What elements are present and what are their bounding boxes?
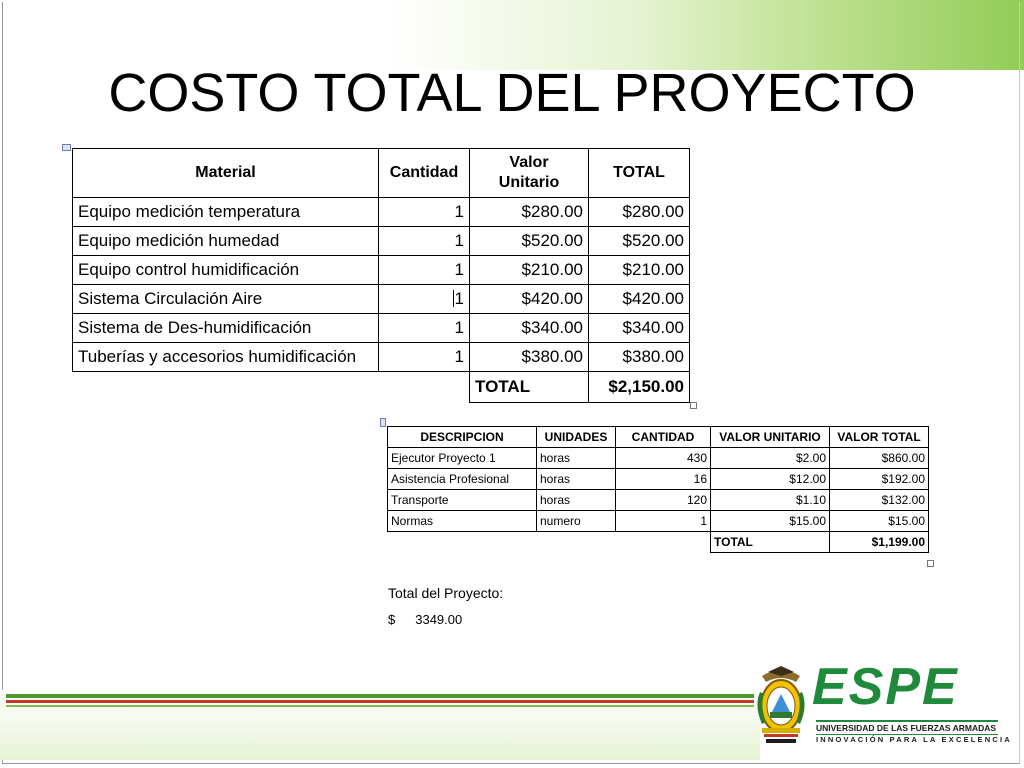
valor-unitario-cell[interactable]: $15.00 [711,511,830,532]
cantidad-value: 1 [454,289,464,308]
table-row [388,448,929,469]
total-value-cell[interactable]: $1,199.00 [830,532,929,553]
valor-total-cell[interactable]: $192.00 [830,469,929,490]
valor-unitario-cell[interactable]: $280.00 [470,198,589,227]
services-total-row [388,532,929,553]
table-row [73,343,690,372]
total-cell[interactable]: $340.00 [589,314,690,343]
unidades-cell[interactable]: horas [537,469,616,490]
valor-unitario-cell[interactable]: $380.00 [470,343,589,372]
total-label-cell[interactable]: TOTAL [711,532,830,553]
table-row [388,511,929,532]
table-resize-handle[interactable] [927,560,934,567]
unidades-cell[interactable]: horas [537,490,616,511]
material-cell[interactable]: Equipo medición temperatura [73,198,379,227]
university-seal-icon [752,662,810,746]
blank-cell [537,532,616,553]
total-cell[interactable]: $420.00 [589,285,690,314]
table-anchor-icon[interactable] [380,418,386,427]
footer-green-line-thin [6,705,754,707]
materials-total-row [73,372,690,403]
descripcion-cell[interactable]: Ejecutor Proyecto 1 [388,448,537,469]
cantidad-cell[interactable]: 1 [379,343,470,372]
total-cell[interactable]: $280.00 [589,198,690,227]
valor-total-cell[interactable]: $15.00 [830,511,929,532]
table-resize-handle[interactable] [690,402,697,409]
total-cell[interactable]: $210.00 [589,256,690,285]
materials-table [72,148,690,403]
unidades-cell[interactable]: numero [537,511,616,532]
footer-red-line [6,700,754,703]
material-cell[interactable]: Sistema de Des-humidificación [73,314,379,343]
services-table [387,426,929,553]
total-cell[interactable]: $380.00 [589,343,690,372]
university-name: UNIVERSIDAD DE LAS FUERZAS ARMADAS [816,720,998,735]
university-tagline: INNOVACIÓN PARA LA EXCELENCIA [816,735,1012,744]
cantidad-cell[interactable]: 120 [616,490,711,511]
project-total-label: Total del Proyecto: [388,585,504,601]
table-row [388,490,929,511]
header-total: TOTAL [589,149,690,198]
project-total-amount: 3349.00 [415,612,463,627]
table-row [73,227,690,256]
header-valor-unitario [470,149,589,198]
materials-header-row [73,149,690,198]
valor-unitario-cell[interactable]: $520.00 [470,227,589,256]
cantidad-cell[interactable]: 1 [379,198,470,227]
valor-unitario-cell[interactable]: $2.00 [711,448,830,469]
header-valor-line1: Valor [509,154,549,171]
slide-title: COSTO TOTAL DEL PROYECTO [108,63,916,123]
cantidad-cell[interactable]: 1 [379,227,470,256]
blank-cell [73,372,379,403]
header-valor-unitario: VALOR UNITARIO [711,427,830,448]
table-anchor-icon[interactable] [62,144,71,151]
descripcion-cell[interactable]: Transporte [388,490,537,511]
cantidad-cell[interactable]: 1 [379,314,470,343]
cantidad-cell[interactable]: 1 [379,256,470,285]
material-cell[interactable]: Equipo control humidificación [73,256,379,285]
table-row [388,469,929,490]
text-cursor [453,290,454,307]
table-row [73,256,690,285]
valor-total-cell[interactable]: $860.00 [830,448,929,469]
valor-unitario-cell[interactable]: $1.10 [711,490,830,511]
valor-unitario-cell[interactable]: $340.00 [470,314,589,343]
unidades-cell[interactable]: horas [537,448,616,469]
project-total-value [388,612,462,627]
cantidad-cell[interactable]: 430 [616,448,711,469]
valor-total-cell[interactable]: $132.00 [830,490,929,511]
header-valor-total: VALOR TOTAL [830,427,929,448]
material-cell[interactable]: Tuberías y accesorios humidificación [73,343,379,372]
footer-green-line [6,694,754,698]
material-cell[interactable]: Sistema Circulación Aire [73,285,379,314]
material-cell[interactable]: Equipo medición humedad [73,227,379,256]
table-row [73,198,690,227]
total-cell[interactable]: $520.00 [589,227,690,256]
header-cantidad: CANTIDAD [616,427,711,448]
valor-unitario-cell[interactable]: $12.00 [711,469,830,490]
cantidad-cell-editing[interactable] [379,285,470,314]
table-row [73,314,690,343]
cantidad-cell[interactable]: 1 [616,511,711,532]
header-unidades: UNIDADES [537,427,616,448]
espe-wordmark: ESPE [812,658,959,716]
header-valor-line2: Unitario [498,174,560,191]
blank-cell [616,532,711,553]
valor-unitario-cell[interactable]: $420.00 [470,285,589,314]
descripcion-cell[interactable]: Normas [388,511,537,532]
header-material: Material [73,149,379,198]
services-header-row [388,427,929,448]
header-descripcion: DESCRIPCION [388,427,537,448]
total-label-cell[interactable]: TOTAL [470,372,589,403]
blank-cell [379,372,470,403]
table-row [73,285,690,314]
currency-symbol: $ [388,612,396,627]
cantidad-cell[interactable]: 16 [616,469,711,490]
header-cantidad: Cantidad [379,149,470,198]
blank-cell [388,532,537,553]
descripcion-cell[interactable]: Asistencia Profesional [388,469,537,490]
total-value-cell[interactable]: $2,150.00 [589,372,690,403]
valor-unitario-cell[interactable]: $210.00 [470,256,589,285]
